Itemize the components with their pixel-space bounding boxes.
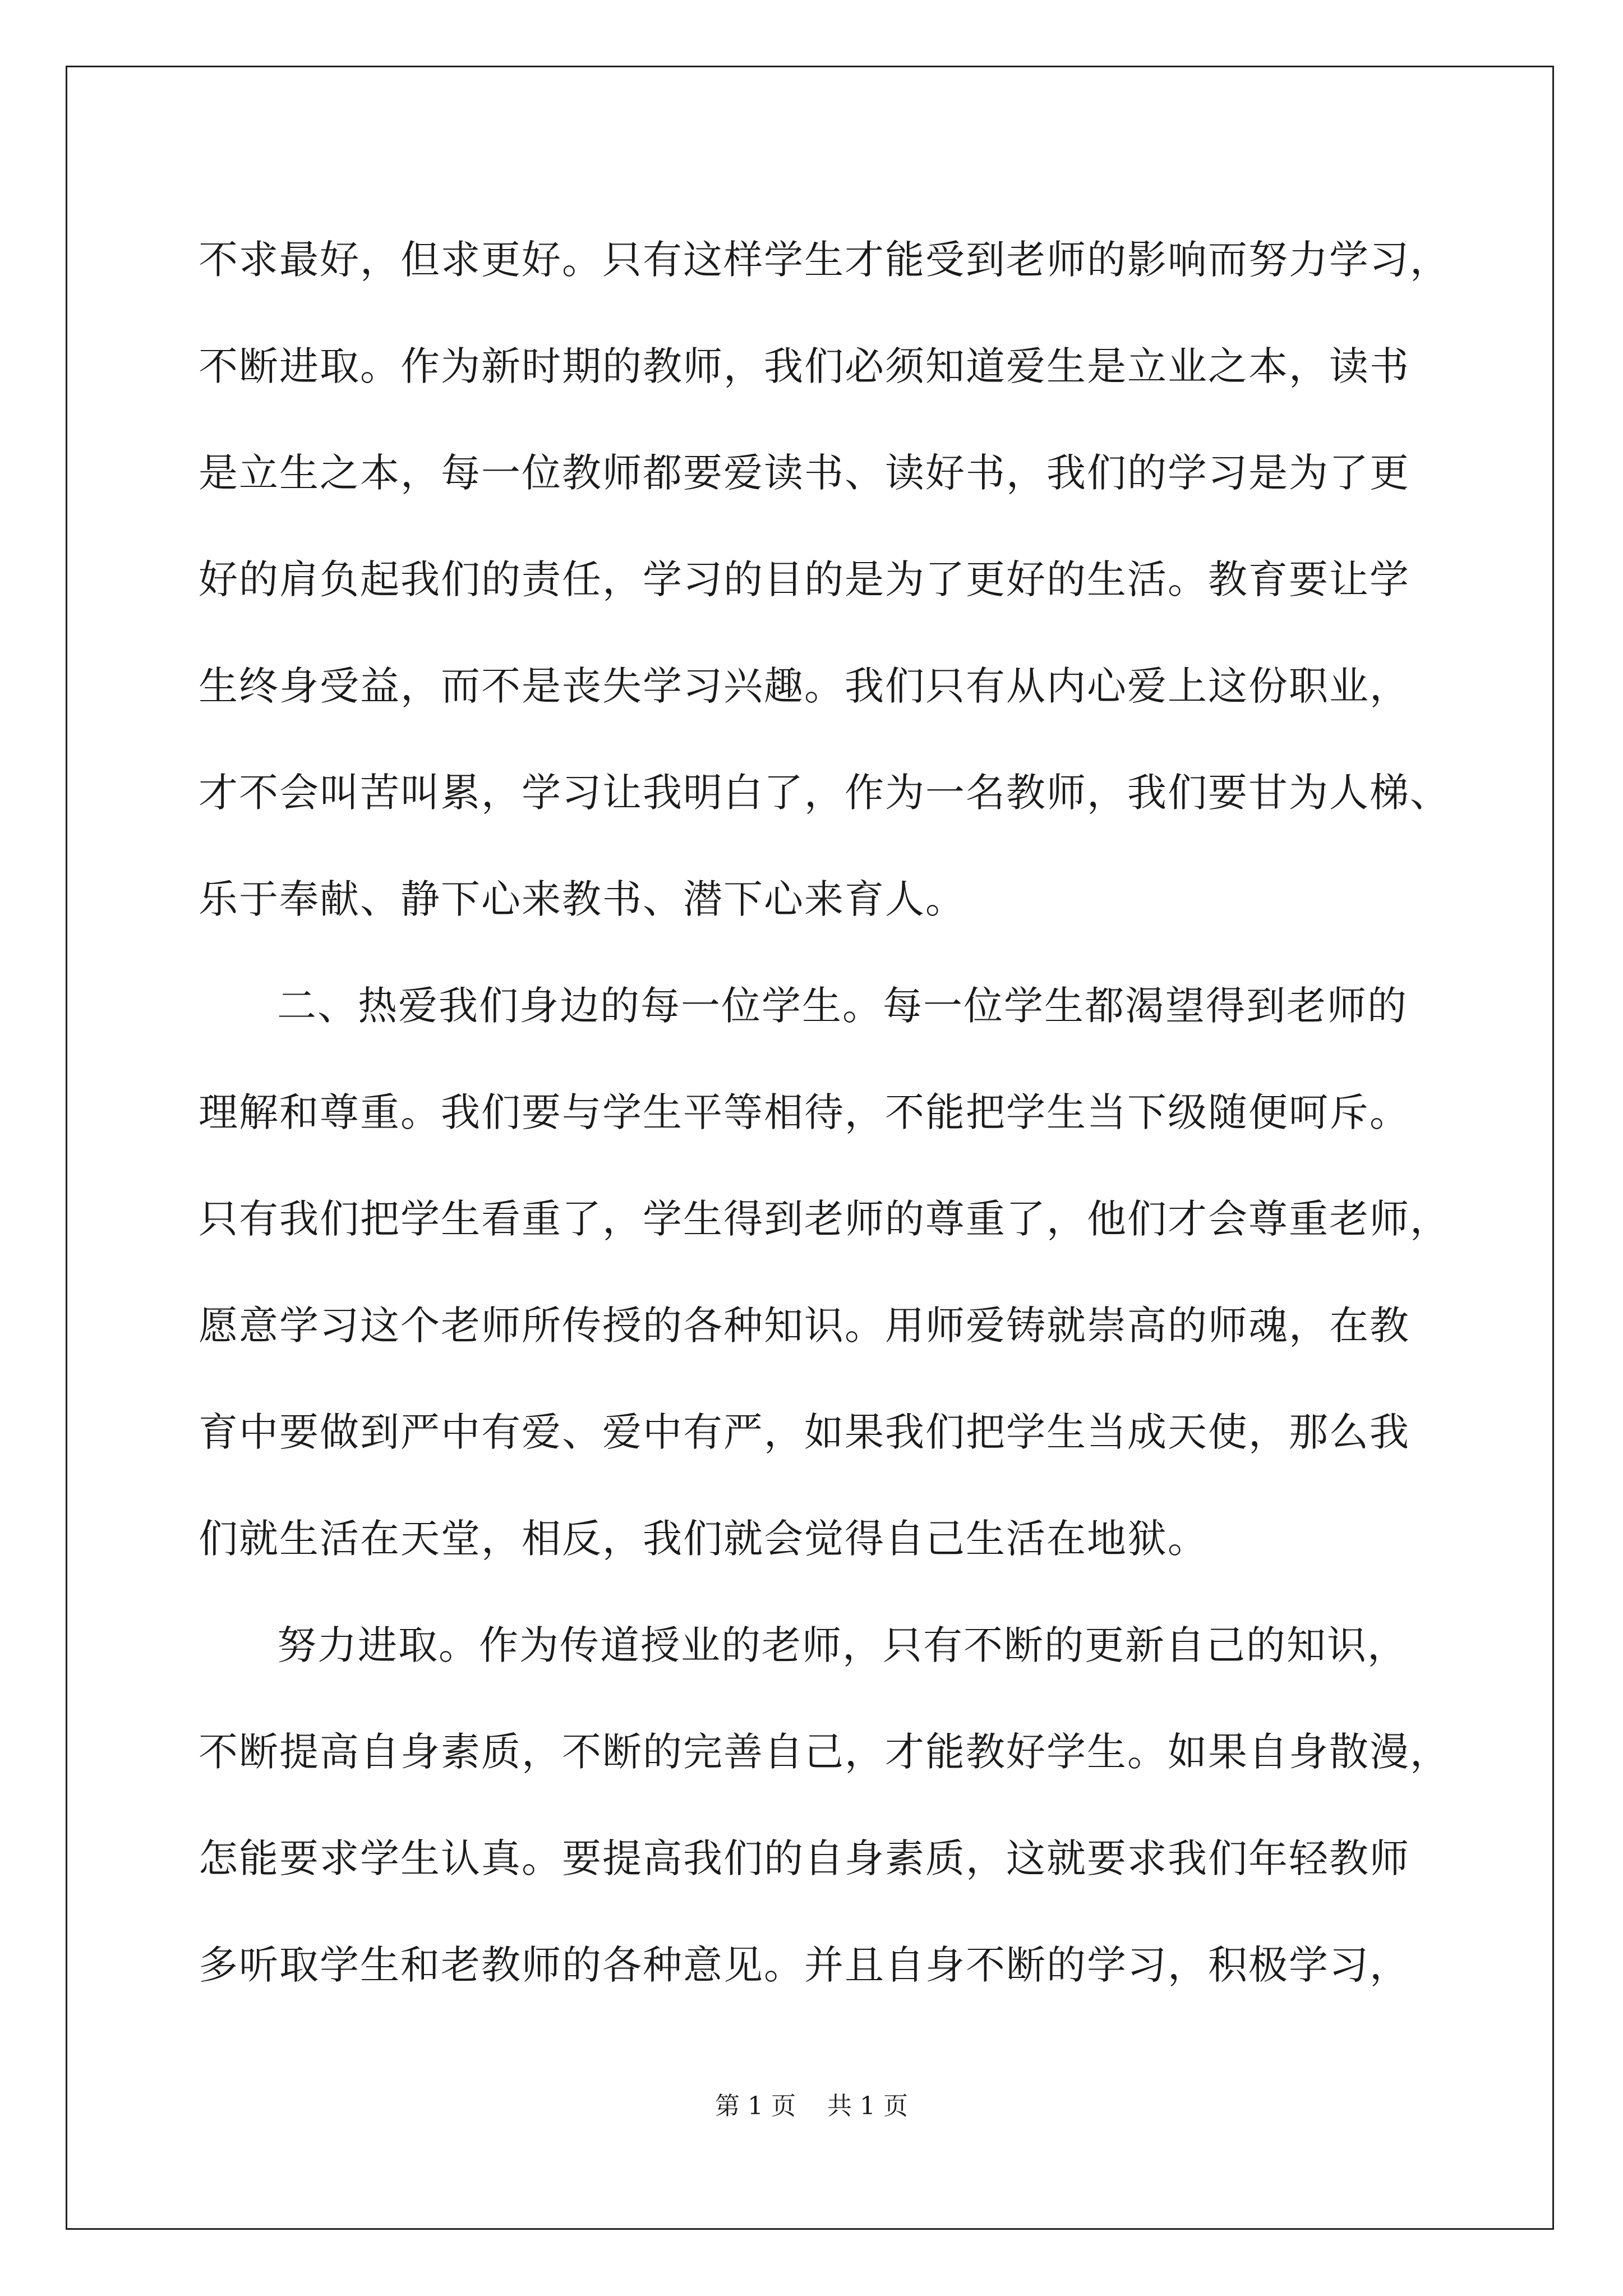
document-body xyxy=(199,206,1455,2018)
page-number-current: 第 1 页 xyxy=(715,2092,796,2120)
text-line: 理解和尊重。我们要与学生平等相待，不能把学生当下级随便呵斥。 xyxy=(199,1089,1410,1135)
text-line: 乐于奉献、静下心来教书、潜下心来育人。 xyxy=(199,876,966,922)
text-line: 多听取学生和老教师的各种意见。并且自身不断的学习，积极学习， xyxy=(199,1942,1410,1988)
text-line: 生终身受益，而不是丧失学习兴趣。我们只有从内心爱上这份职业， xyxy=(199,663,1410,709)
text-line: 们就生活在天堂，相反，我们就会觉得自己生活在地狱。 xyxy=(199,1516,1208,1562)
text-line: 不求最好，但求更好。只有这样学生才能受到老师的影响而努力学习， xyxy=(199,237,1450,283)
text-line: 育中要做到严中有爱、爱中有严，如果我们把学生当成天使，那么我 xyxy=(199,1409,1410,1455)
text-line: 好的肩负起我们的责任，学习的目的是为了更好的生活。教育要让学 xyxy=(199,556,1410,602)
text-line: 只有我们把学生看重了，学生得到老师的尊重了，他们才会尊重老师， xyxy=(199,1196,1450,1242)
paragraph-first-line: 二、热爱我们身边的每一位学生。每一位学生都渴望得到老师的 xyxy=(277,983,1408,1029)
page-number-total: 共 1 页 xyxy=(827,2092,908,2120)
text-line: 不断提高自身素质，不断的完善自己，才能教好学生。如果自身散漫， xyxy=(199,1729,1450,1775)
text-line: 怎能要求学生认真。要提高我们的自身素质，这就要求我们年轻教师 xyxy=(199,1835,1410,1881)
paragraph-first-line: 努力进取。作为传道授业的老师，只有不断的更新自己的知识， xyxy=(277,1622,1408,1668)
text-line: 是立生之本，每一位教师都要爱读书、读好书，我们的学习是为了更 xyxy=(199,450,1410,496)
text-line: 才不会叫苦叫累，学习让我明白了，作为一名教师，我们要甘为人梯、 xyxy=(199,770,1450,816)
text-line: 不断进取。作为新时期的教师，我们必须知道爱生是立业之本，读书 xyxy=(199,343,1410,389)
page-footer xyxy=(0,2090,1623,2123)
text-line: 愿意学习这个老师所传授的各种知识。用师爱铸就崇高的师魂，在教 xyxy=(199,1303,1410,1349)
